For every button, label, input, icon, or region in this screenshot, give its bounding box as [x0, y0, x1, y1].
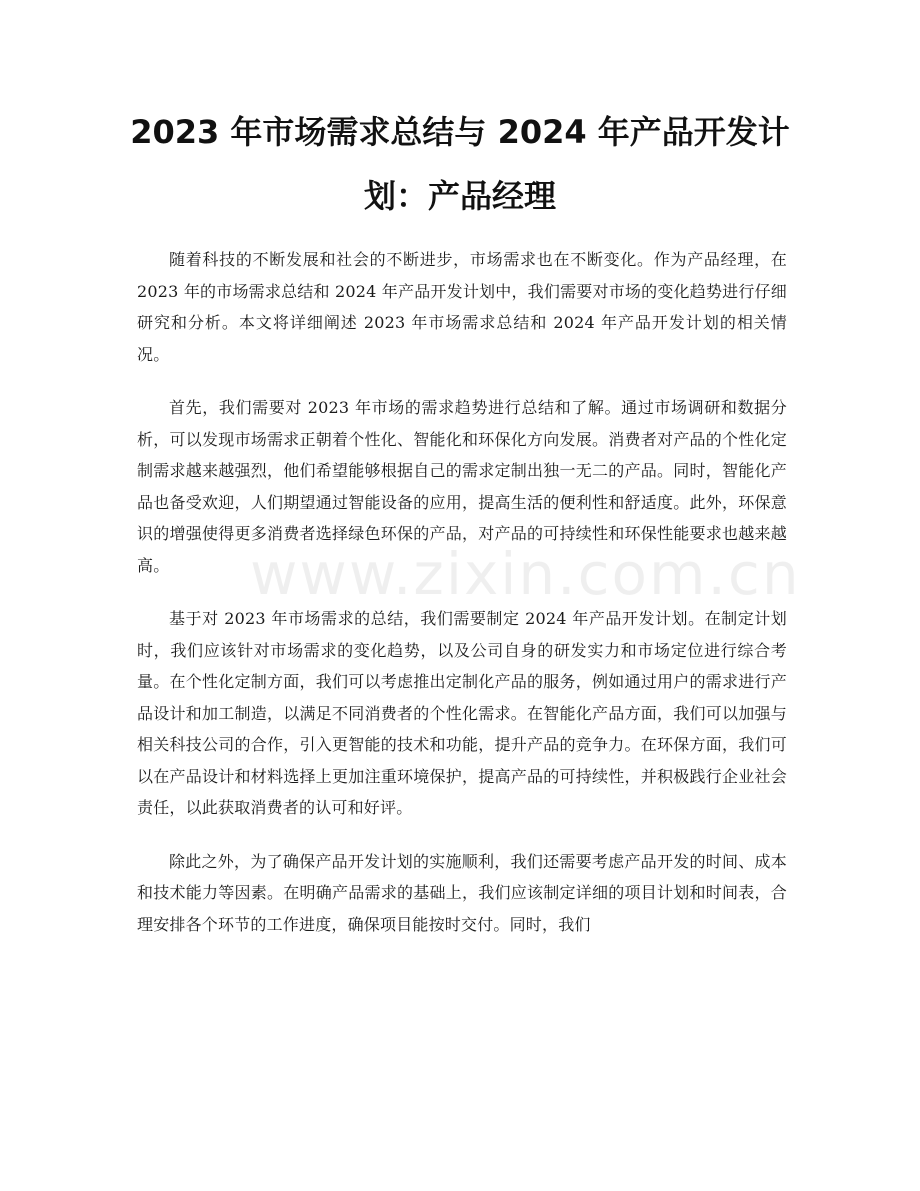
- paragraph-1: 随着科技的不断发展和社会的不断进步，市场需求也在不断变化。作为产品经理，在 2023 年的市场需求总结和 2024 年产品开发计划中，我们需要对市场的变化趋势进行仔细研究和分析。本文将详细阐述 2023 年市场需求总结和 2024 年产品开发计划的相关情况。: [137, 250, 787, 364]
- paragraph-4: 除此之外，为了确保产品开发计划的实施顺利，我们还需要考虑产品开发的时间、成本和技术能力等因素。在明确产品需求的基础上，我们应该制定详细的项目计划和时间表，合理安排各个环节的工作进度，确保项目能按时交付。同时，我们: [137, 851, 787, 934]
- document-title: 2023 年市场需求总结与 2024 年产品开发计划：产品经理: [130, 113, 790, 215]
- watermark: www.zixin.com.cn: [250, 540, 801, 608]
- paragraph-3: 基于对 2023 年市场需求的总结，我们需要制定 2024 年产品开发计划。在制定计划时，我们应该针对市场需求的变化趋势，以及公司自身的研发实力和市场定位进行综合考量。在个性化定制方面，我们可以考虑推出定制化产品的服务，例如通过用户的需求进行产品设计和加工制造，以满足不同消费者的个性化需求。在智能化产品方面，我们可以加强与相关科技公司的合作，引入更智能的技术和功能，提升产品的竞争力。在环保方面，我们可以在产品设计和材料选择上更加注重环境保护，提高产品的可持续性，并积极践行企业社会责任，以此获取消费者的认可和好评。: [137, 609, 787, 817]
- document-body: [137, 244, 787, 962]
- paragraph-2: 首先，我们需要对 2023 年市场的需求趋势进行总结和了解。通过市场调研和数据分析，可以发现市场需求正朝着个性化、智能化和环保化方向发展。消费者对产品的个性化定制需求越来越强烈，他们希望能够根据自己的需求定制出独一无二的产品。同时，智能化产品也备受欢迎，人们期望通过智能设备的应用，提高生活的便利性和舒适度。此外，环保意识的增强使得更多消费者选择绿色环保的产品，对产品的可持续性和环保性能要求也越来越高。: [137, 398, 787, 575]
